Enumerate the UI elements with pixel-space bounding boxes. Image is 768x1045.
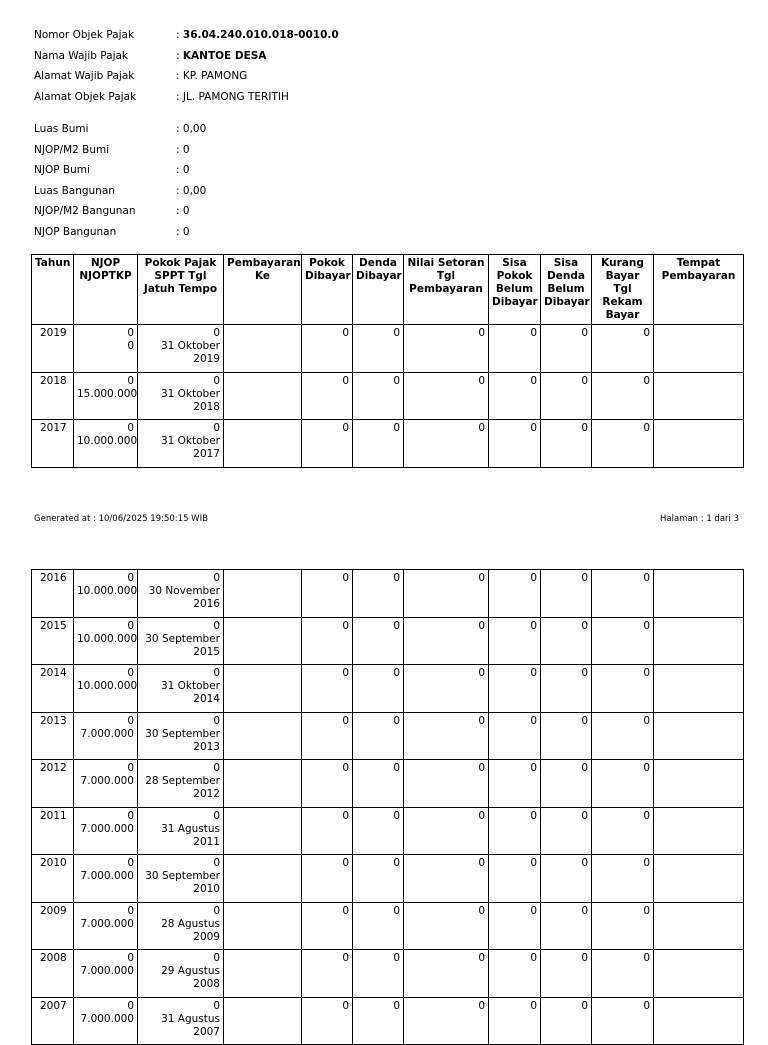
cell-pokok-dibayar: 0 <box>302 570 353 618</box>
cell-tempat <box>654 325 744 373</box>
cell-pokok-dibayar: 0 <box>302 760 353 808</box>
info-label: NJOP Bangunan <box>34 225 117 238</box>
cell-pokok <box>138 420 224 468</box>
njop-value: 0 <box>127 667 134 679</box>
pokok-value: 0 <box>213 327 220 339</box>
cell-kurang-bayar: 0 <box>592 760 654 808</box>
cell-pembayaran-ke <box>224 372 302 420</box>
info-row <box>34 25 339 46</box>
cell-pokok-dibayar: 0 <box>302 372 353 420</box>
cell-tahun: 2019 <box>32 325 74 373</box>
info-label: NJOP Bumi <box>34 164 90 177</box>
cell-sisa-denda: 0 <box>541 902 592 950</box>
cell-nilai-setoran: 0 <box>404 570 489 618</box>
cell-kurang-bayar: 0 <box>592 372 654 420</box>
cell-pokok-dibayar: 0 <box>302 420 353 468</box>
pokok-value: 0 <box>213 714 220 727</box>
cell-pembayaran-ke <box>224 570 302 618</box>
cell-sisa-pokok: 0 <box>489 712 541 760</box>
cell-tahun: 2013 <box>32 712 74 760</box>
payment-table-2 <box>31 569 744 1045</box>
info-label: NJOP/M2 Bangunan <box>34 205 136 218</box>
cell-tempat <box>654 570 744 618</box>
info-value: : 0,00 <box>176 123 207 136</box>
info-row <box>34 160 339 181</box>
cell-pokok <box>138 760 224 808</box>
cell-pokok-dibayar: 0 <box>302 712 353 760</box>
info-row <box>34 181 339 202</box>
cell-kurang-bayar: 0 <box>592 902 654 950</box>
njoptkp-value: 10.000.000 <box>77 680 138 692</box>
column-header: Sisa Pokok Belum Dibayar <box>489 255 541 325</box>
cell-pokok-dibayar: 0 <box>302 665 353 713</box>
table-row <box>32 807 744 855</box>
info-value: : 36.04.240.010.018-0010.0 <box>176 29 339 42</box>
cell-sisa-denda: 0 <box>541 570 592 618</box>
pokok-value: 0 <box>213 572 220 584</box>
table-row <box>32 712 744 760</box>
njoptkp-value: 0 <box>127 340 134 352</box>
table-row <box>32 902 744 950</box>
cell-nilai-setoran: 0 <box>404 902 489 950</box>
pokok-value: 0 <box>213 952 220 964</box>
cell-sisa-denda: 0 <box>541 807 592 855</box>
jatuh-tempo-year: 2018 <box>193 400 220 413</box>
cell-sisa-pokok: 0 <box>489 617 541 665</box>
cell-denda-dibayar: 0 <box>353 712 404 760</box>
cell-pokok-dibayar: 0 <box>302 807 353 855</box>
info-row <box>34 66 339 87</box>
cell-pokok-dibayar: 0 <box>302 950 353 998</box>
njoptkp-value: 10.000.000 <box>77 632 138 645</box>
cell-tempat <box>654 760 744 808</box>
table-row <box>32 760 744 808</box>
cell-pokok <box>138 997 224 1045</box>
cell-sisa-denda: 0 <box>541 760 592 808</box>
cell-sisa-denda: 0 <box>541 617 592 665</box>
cell-kurang-bayar: 0 <box>592 325 654 373</box>
cell-pokok <box>138 665 224 713</box>
cell-sisa-denda: 0 <box>541 420 592 468</box>
info-value-text: KANTOE DESA <box>182 49 267 62</box>
pokok-value: 0 <box>213 667 220 679</box>
cell-kurang-bayar: 0 <box>592 617 654 665</box>
cell-pembayaran-ke <box>224 712 302 760</box>
njoptkp-value: 10.000.000 <box>77 585 138 597</box>
jatuh-tempo-year: 2007 <box>193 1025 220 1038</box>
cell-denda-dibayar: 0 <box>353 760 404 808</box>
njop-value: 0 <box>127 809 134 822</box>
cell-pokok <box>138 807 224 855</box>
cell-njop <box>74 807 138 855</box>
cell-nilai-setoran: 0 <box>404 997 489 1045</box>
column-header: Kurang Bayar Tgl Rekam Bayar <box>592 255 654 325</box>
cell-tempat <box>654 950 744 998</box>
cell-sisa-pokok: 0 <box>489 325 541 373</box>
cell-sisa-denda: 0 <box>541 997 592 1045</box>
njoptkp-value: 7.000.000 <box>80 917 134 930</box>
jatuh-tempo-date: 29 Agustus <box>161 965 220 977</box>
table-row <box>32 665 744 713</box>
column-header: Tempat Pembayaran <box>654 255 744 325</box>
cell-denda-dibayar: 0 <box>353 665 404 713</box>
info-label: Luas Bumi <box>34 123 89 136</box>
jatuh-tempo-date: 31 Oktober <box>160 680 220 692</box>
info-value: : KP. PAMONG <box>176 70 248 83</box>
cell-tempat <box>654 420 744 468</box>
cell-pokok-dibayar: 0 <box>302 325 353 373</box>
njop-value: 0 <box>127 857 134 869</box>
cell-pembayaran-ke <box>224 997 302 1045</box>
cell-kurang-bayar: 0 <box>592 712 654 760</box>
cell-tahun: 2009 <box>32 902 74 950</box>
cell-sisa-pokok: 0 <box>489 420 541 468</box>
table-row <box>32 950 744 998</box>
cell-nilai-setoran: 0 <box>404 807 489 855</box>
jatuh-tempo-date: 31 Oktober <box>160 340 220 352</box>
cell-pokok <box>138 570 224 618</box>
column-header: Pokok Pajak SPPT Tgl Jatuh Tempo <box>138 255 224 325</box>
info-label: NJOP/M2 Bumi <box>34 143 110 156</box>
pokok-value: 0 <box>213 999 220 1012</box>
jatuh-tempo-year: 2019 <box>193 353 220 365</box>
cell-pokok-dibayar: 0 <box>302 997 353 1045</box>
table-row <box>32 325 744 373</box>
cell-tahun: 2014 <box>32 665 74 713</box>
cell-denda-dibayar: 0 <box>353 325 404 373</box>
cell-njop <box>74 570 138 618</box>
cell-tempat <box>654 997 744 1045</box>
jatuh-tempo-year: 2013 <box>193 740 220 753</box>
cell-sisa-pokok: 0 <box>489 902 541 950</box>
info-value: : 0 <box>176 164 190 177</box>
cell-njop <box>74 902 138 950</box>
cell-pokok <box>138 325 224 373</box>
cell-tempat <box>654 712 744 760</box>
info-value: : 0 <box>176 143 190 156</box>
cell-pembayaran-ke <box>224 420 302 468</box>
njop-value: 0 <box>127 374 134 387</box>
njop-value: 0 <box>127 327 134 339</box>
njoptkp-value: 10.000.000 <box>77 435 138 447</box>
cell-pokok-dibayar: 0 <box>302 855 353 903</box>
info-row <box>34 119 339 140</box>
cell-tahun: 2017 <box>32 420 74 468</box>
cell-nilai-setoran: 0 <box>404 372 489 420</box>
cell-pembayaran-ke <box>224 950 302 998</box>
cell-sisa-pokok: 0 <box>489 950 541 998</box>
table-row <box>32 617 744 665</box>
info-label: Nomor Objek Pajak <box>34 29 135 42</box>
cell-kurang-bayar: 0 <box>592 997 654 1045</box>
table-row <box>32 997 744 1045</box>
cell-denda-dibayar: 0 <box>353 617 404 665</box>
cell-pembayaran-ke <box>224 325 302 373</box>
info-label: Luas Bangunan <box>34 184 115 197</box>
jatuh-tempo-date: 30 September <box>145 727 220 740</box>
info-value-text: KP. PAMONG <box>182 70 248 83</box>
cell-sisa-pokok: 0 <box>489 665 541 713</box>
cell-pembayaran-ke <box>224 760 302 808</box>
cell-pokok <box>138 950 224 998</box>
info-value-text: 0 <box>182 164 190 177</box>
cell-tempat <box>654 807 744 855</box>
jatuh-tempo-year: 2012 <box>193 788 220 800</box>
jatuh-tempo-year: 2014 <box>193 693 220 705</box>
njop-value: 0 <box>127 714 134 727</box>
jatuh-tempo-year: 2008 <box>193 978 220 990</box>
info-row <box>34 46 339 67</box>
cell-sisa-pokok: 0 <box>489 997 541 1045</box>
cell-njop <box>74 712 138 760</box>
cell-njop <box>74 665 138 713</box>
njop-value: 0 <box>127 904 134 917</box>
cell-kurang-bayar: 0 <box>592 855 654 903</box>
cell-denda-dibayar: 0 <box>353 372 404 420</box>
cell-njop <box>74 950 138 998</box>
cell-sisa-denda: 0 <box>541 712 592 760</box>
cell-tempat <box>654 617 744 665</box>
jatuh-tempo-date: 30 September <box>145 632 220 645</box>
cell-nilai-setoran: 0 <box>404 712 489 760</box>
cell-pembayaran-ke <box>224 807 302 855</box>
cell-denda-dibayar: 0 <box>353 855 404 903</box>
cell-denda-dibayar: 0 <box>353 570 404 618</box>
info-value-text: 0 <box>182 205 190 218</box>
njoptkp-value: 7.000.000 <box>80 775 134 787</box>
cell-sisa-pokok: 0 <box>489 372 541 420</box>
pokok-value: 0 <box>213 374 220 387</box>
njop-value: 0 <box>127 952 134 964</box>
pokok-value: 0 <box>213 619 220 632</box>
cell-denda-dibayar: 0 <box>353 902 404 950</box>
jatuh-tempo-date: 31 Agustus <box>161 1012 220 1025</box>
info-label: Alamat Wajib Pajak <box>34 70 135 83</box>
jatuh-tempo-date: 28 September <box>145 775 220 787</box>
jatuh-tempo-date: 31 Agustus <box>161 822 220 835</box>
jatuh-tempo-year: 2009 <box>193 930 220 943</box>
njop-value: 0 <box>127 762 134 774</box>
pokok-value: 0 <box>213 809 220 822</box>
column-header: Pokok Dibayar <box>302 255 353 325</box>
jatuh-tempo-year: 2015 <box>193 645 220 658</box>
column-header: NJOP NJOPTKP <box>74 255 138 325</box>
jatuh-tempo-date: 28 Agustus <box>161 917 220 930</box>
info-row <box>34 87 339 108</box>
njoptkp-value: 15.000.000 <box>77 387 138 400</box>
column-header: Nilai Setoran Tgl Pembayaran <box>404 255 489 325</box>
cell-denda-dibayar: 0 <box>353 807 404 855</box>
info-value: : 0,00 <box>176 184 207 197</box>
cell-pokok <box>138 617 224 665</box>
cell-denda-dibayar: 0 <box>353 420 404 468</box>
cell-pembayaran-ke <box>224 855 302 903</box>
cell-sisa-pokok: 0 <box>489 807 541 855</box>
cell-tahun: 2016 <box>32 570 74 618</box>
jatuh-tempo-date: 31 Oktober <box>160 387 220 400</box>
cell-denda-dibayar: 0 <box>353 997 404 1045</box>
jatuh-tempo-year: 2016 <box>193 598 220 610</box>
info-value: : 0 <box>176 205 190 218</box>
cell-kurang-bayar: 0 <box>592 950 654 998</box>
cell-tahun: 2010 <box>32 855 74 903</box>
cell-pembayaran-ke <box>224 665 302 713</box>
cell-sisa-denda: 0 <box>541 855 592 903</box>
info-value-text: 0 <box>182 225 190 238</box>
cell-nilai-setoran: 0 <box>404 950 489 998</box>
cell-kurang-bayar: 0 <box>592 807 654 855</box>
cell-denda-dibayar: 0 <box>353 950 404 998</box>
info-value-text: 0,00 <box>182 123 207 136</box>
jatuh-tempo-date: 31 Oktober <box>160 435 220 447</box>
jatuh-tempo-year: 2017 <box>193 448 220 460</box>
info-value: : 0 <box>176 225 190 238</box>
pokok-value: 0 <box>213 904 220 917</box>
njop-value: 0 <box>127 572 134 584</box>
cell-njop <box>74 420 138 468</box>
jatuh-tempo-date: 30 September <box>145 870 220 882</box>
jatuh-tempo-year: 2011 <box>193 835 220 848</box>
cell-pembayaran-ke <box>224 617 302 665</box>
cell-tahun: 2018 <box>32 372 74 420</box>
cell-sisa-pokok: 0 <box>489 760 541 808</box>
column-header: Sisa Denda Belum Dibayar <box>541 255 592 325</box>
info-label: Alamat Objek Pajak <box>34 90 137 103</box>
pokok-value: 0 <box>213 762 220 774</box>
info-row <box>34 222 339 243</box>
column-header: Pembayaran Ke <box>224 255 302 325</box>
info-value-text: 0,00 <box>182 184 207 197</box>
cell-tahun: 2008 <box>32 950 74 998</box>
cell-tahun: 2007 <box>32 997 74 1045</box>
generated-at: Generated at : 10/06/2025 19:50:15 WIB <box>34 514 208 524</box>
column-header: Tahun <box>32 255 74 325</box>
jatuh-tempo-date: 30 November <box>148 585 220 597</box>
cell-pokok <box>138 712 224 760</box>
cell-kurang-bayar: 0 <box>592 665 654 713</box>
cell-kurang-bayar: 0 <box>592 570 654 618</box>
info-value: : KANTOE DESA <box>176 49 267 62</box>
cell-nilai-setoran: 0 <box>404 665 489 713</box>
njoptkp-value: 7.000.000 <box>80 870 134 882</box>
cell-sisa-pokok: 0 <box>489 855 541 903</box>
cell-sisa-denda: 0 <box>541 950 592 998</box>
njop-value: 0 <box>127 999 134 1012</box>
cell-tempat <box>654 855 744 903</box>
njoptkp-value: 7.000.000 <box>80 822 134 835</box>
cell-tahun: 2012 <box>32 760 74 808</box>
info-row <box>34 201 339 222</box>
cell-nilai-setoran: 0 <box>404 855 489 903</box>
cell-nilai-setoran: 0 <box>404 760 489 808</box>
info-value-text: 0 <box>182 143 190 156</box>
info-value-text: 36.04.240.010.018-0010.0 <box>182 29 339 42</box>
cell-pokok-dibayar: 0 <box>302 902 353 950</box>
njoptkp-value: 7.000.000 <box>80 1012 134 1025</box>
cell-pokok <box>138 855 224 903</box>
cell-nilai-setoran: 0 <box>404 617 489 665</box>
pokok-value: 0 <box>213 857 220 869</box>
cell-nilai-setoran: 0 <box>404 420 489 468</box>
page-number: Halaman : 1 dari 3 <box>660 514 739 524</box>
cell-njop <box>74 760 138 808</box>
cell-njop <box>74 372 138 420</box>
cell-tahun: 2011 <box>32 807 74 855</box>
cell-sisa-denda: 0 <box>541 325 592 373</box>
njoptkp-value: 7.000.000 <box>80 727 134 740</box>
info-label: Nama Wajib Pajak <box>34 49 128 62</box>
njoptkp-value: 7.000.000 <box>80 965 134 977</box>
object-info <box>34 25 339 242</box>
cell-tempat <box>654 372 744 420</box>
table-header <box>32 255 744 325</box>
cell-njop <box>74 325 138 373</box>
cell-sisa-denda: 0 <box>541 665 592 713</box>
cell-kurang-bayar: 0 <box>592 420 654 468</box>
njop-value: 0 <box>127 422 134 434</box>
cell-tahun: 2015 <box>32 617 74 665</box>
cell-pokok <box>138 372 224 420</box>
table-row <box>32 855 744 903</box>
cell-tempat <box>654 902 744 950</box>
cell-sisa-denda: 0 <box>541 372 592 420</box>
table-row <box>32 420 744 468</box>
cell-njop <box>74 997 138 1045</box>
cell-njop <box>74 617 138 665</box>
info-value: : JL. PAMONG TERITIH <box>176 90 289 103</box>
cell-pokok <box>138 902 224 950</box>
cell-nilai-setoran: 0 <box>404 325 489 373</box>
table-row <box>32 570 744 618</box>
cell-njop <box>74 855 138 903</box>
cell-tempat <box>654 665 744 713</box>
payment-table-1 <box>31 254 744 468</box>
info-value-text: JL. PAMONG TERITIH <box>182 90 289 103</box>
jatuh-tempo-year: 2010 <box>193 883 220 895</box>
njop-value: 0 <box>127 619 134 632</box>
column-header: Denda Dibayar <box>353 255 404 325</box>
table-row <box>32 372 744 420</box>
info-row <box>34 140 339 161</box>
cell-pembayaran-ke <box>224 902 302 950</box>
cell-pokok-dibayar: 0 <box>302 617 353 665</box>
pokok-value: 0 <box>213 422 220 434</box>
cell-sisa-pokok: 0 <box>489 570 541 618</box>
